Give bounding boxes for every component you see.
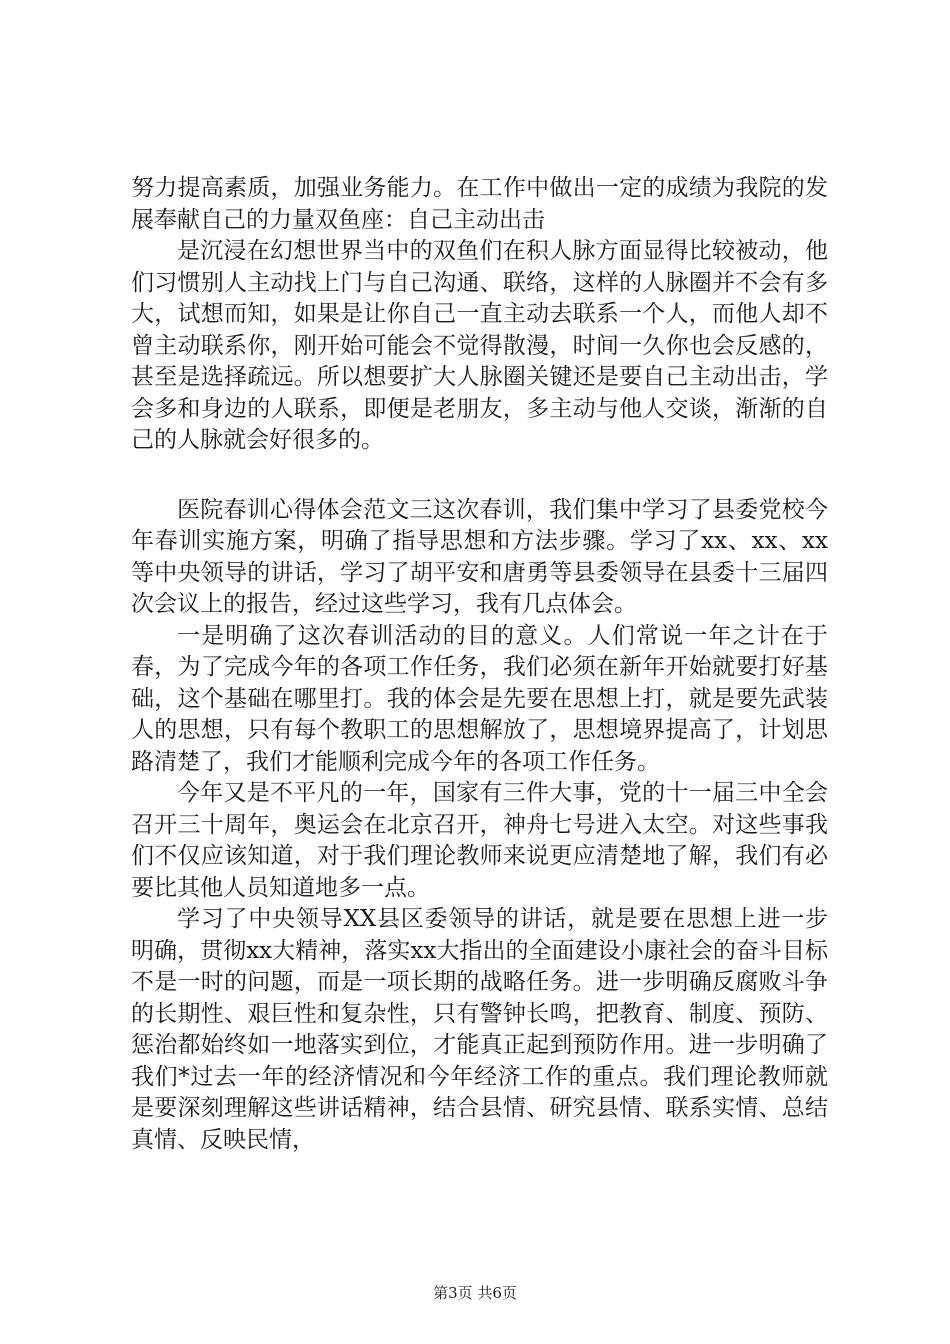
- paragraph-5: 今年又是不平凡的一年，国家有三件大事，党的十一届三中全会召开三十周年，奥运会在北京召开，神舟七号进入太空。对这些事我们不仅应该知道，对于我们理论教师来说更应清楚地了解，我们有必要比其他人员知道地多一点。: [131, 780, 828, 901]
- document-body: [131, 173, 828, 1156]
- page-footer: 第3页 共6页: [433, 1284, 517, 1302]
- paragraph-4: 一是明确了这次春训活动的目的意义。人们常说一年之计在于春，为了完成今年的各项工作任务，我们必须在新年开始就要打好基础，这个基础在哪里打。我的体会是先要在思想上打，就是要先武装人的思想，只有每个教职工的思想解放了，思想境界提高了，计划思路清楚了，我们才能顺利完成今年的各项工作任务。: [131, 622, 828, 775]
- paragraph-6: 学习了中央领导XX县区委领导的讲话，就是要在思想上进一步明确，贯彻xx大精神，落实xx大指出的全面建设小康社会的奋斗目标不是一时的问题，而是一项长期的战略任务。进一步明确反腐败斗争的长期性、艰巨性和复杂性，只有警钟长鸣，把教育、制度、预防、惩治都始终如一地落实到位，才能真正起到预防作用。进一步明确了我们*过去一年的经济情况和今年经济工作的重点。我们理论教师就是要深刻理解这些讲话精神，结合县情、研究县情、联系实情、总结真情、反映民情，: [131, 906, 828, 1153]
- paragraph-1: 努力提高素质，加强业务能力。在工作中做出一定的成绩为我院的发展奉献自己的力量双鱼座：自己主动出击: [131, 175, 828, 233]
- paragraph-2: 是沉浸在幻想世界当中的双鱼们在积人脉方面显得比较被动，他们习惯别人主动找上门与自己沟通、联络，这样的人脉圈并不会有多大，试想而知，如果是让你自己一直主动去联系一个人，而他人却不曾主动联系你，刚开始可能会不觉得散漫，时间一久你也会反感的，甚至是选择疏远。所以想要扩大人脉圈关键还是要自己主动出击，学会多和身边的人联系，即便是老朋友，多主动与他人交谈，渐渐的自己的人脉就会好很多的。: [131, 238, 828, 453]
- paragraph-spacer: [131, 457, 828, 495]
- paragraph-3: 医院春训心得体会范文三这次春训，我们集中学习了县委党校今年春训实施方案，明确了指导思想和方法步骤。学习了xx、xx、xx等中央领导的讲话，学习了胡平安和唐勇等县委领导在县委十三届四次会议上的报告，经过这些学习，我有几点体会。: [131, 496, 828, 617]
